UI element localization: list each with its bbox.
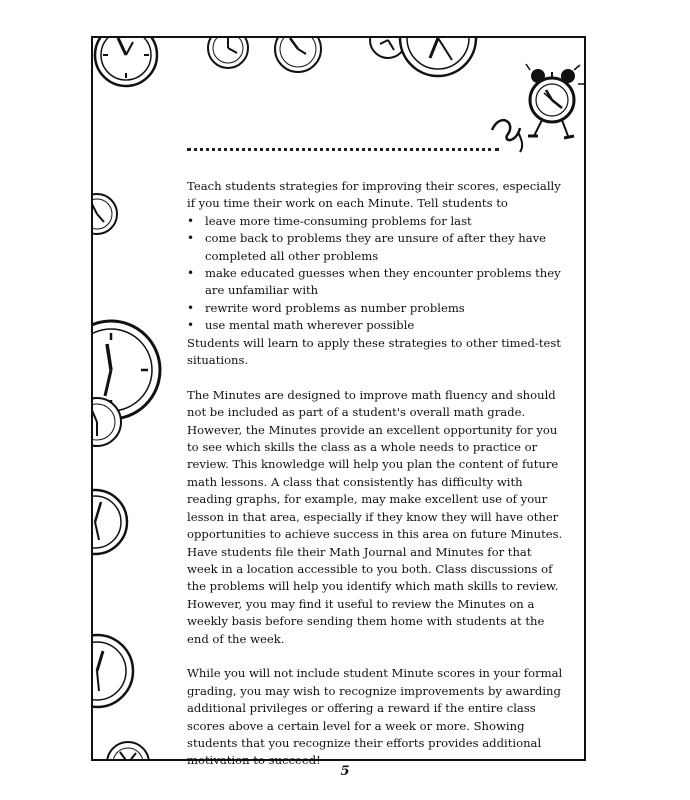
- page-number: 5: [340, 764, 350, 779]
- outro-text: Students will learn to apply these strategies to other timed-test situations.: [187, 335, 561, 368]
- clock-icon: [398, 36, 478, 78]
- list-item: • come back to problems they are unsure of after they have completed all other problems: [187, 230, 565, 265]
- intro-text: Teach students strategies for improving their scores, especially if you time their work on each Minute. Tell students to: [187, 179, 561, 211]
- list-item: • leave more time-consuming problems for last: [187, 213, 565, 230]
- strategy-list: [187, 213, 565, 335]
- clock-icon: [91, 488, 129, 556]
- alarm-clock-mascot-icon: [486, 62, 586, 162]
- clock-icon: [91, 633, 135, 709]
- list-item: • make educated guesses when they encounter problems they are unfamiliar with: [187, 265, 565, 300]
- page-body: [187, 178, 565, 770]
- paragraph-grading: While you will not include student Minute scores in your formal grading, you may wish to recognize improvements by awarding additional privileges or offering a reward if the entire class scores above a certain level for a week or more. Showing students that you recognize their efforts provides additional motivation to succeed!: [187, 666, 563, 768]
- clock-icon: [273, 36, 323, 74]
- clock-icon: [91, 396, 123, 448]
- clock-icon: [206, 36, 250, 70]
- clock-icon: [91, 192, 119, 236]
- paragraph-minutes: The Minutes are designed to improve math fluency and should not be included as part of a student's overall math grade. However, the Minutes provide an excellent opportunity for you to see which skills the class as a whole needs to practice or review. This knowledge will help you plan the content of future math lessons. A class that consistently has difficulty with reading graphs, for example, may make excellent use of your lesson in that area, especially if they know they will have other opportunities to achieve success in this area on future Minutes. Have students file their Math Journal and Minutes for that week in a location accessible to you both. Class discussions of the problems will help you identify which math skills to review. However, you may find it useful to review the Minutes on a weekly basis before sending them home with students at the end of the week.: [187, 387, 563, 646]
- dotted-divider: [187, 148, 499, 151]
- clock-icon: [105, 740, 151, 761]
- list-item: • rewrite word problems as number problems: [187, 300, 565, 317]
- list-item: • use mental math wherever possible: [187, 317, 565, 334]
- clock-icon: [93, 36, 159, 88]
